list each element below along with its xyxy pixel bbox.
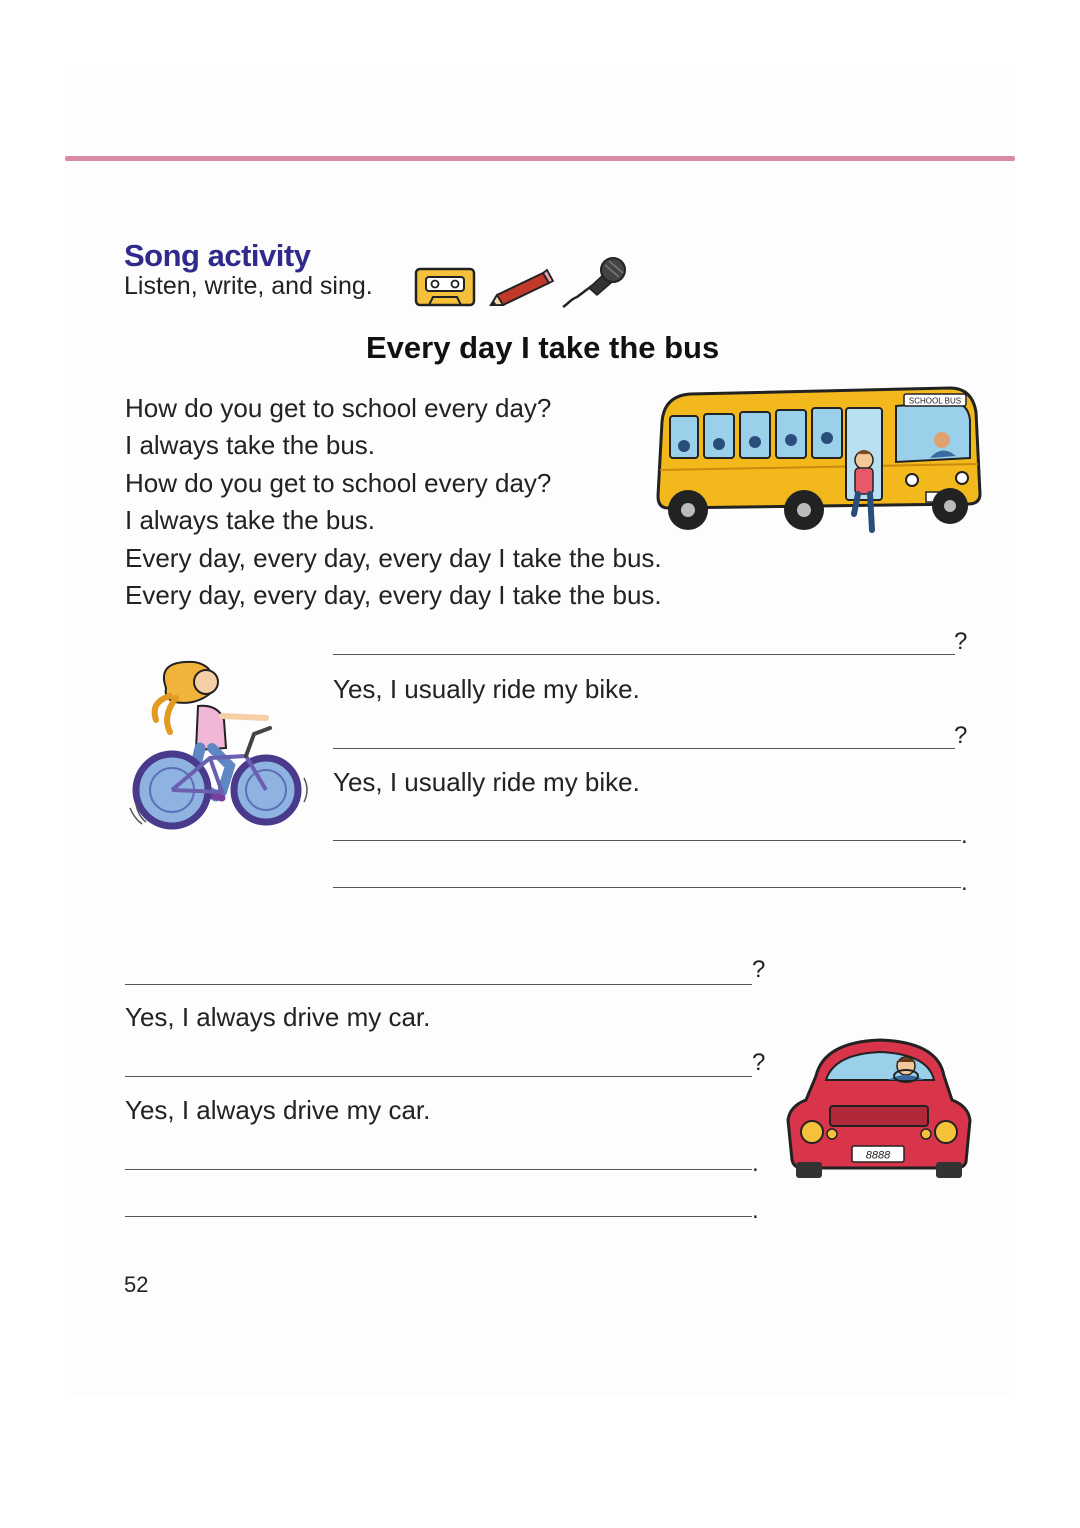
bike-answer-2: Yes, I usually ride my bike. xyxy=(333,767,640,797)
header-rule xyxy=(65,156,1015,161)
lyric-line: How do you get to school every day? xyxy=(125,393,552,423)
car-answer-2: Yes, I always drive my car. xyxy=(125,1095,431,1125)
bike-line-4-mark: . xyxy=(961,869,968,896)
bike-writing-line-2[interactable] xyxy=(333,748,955,749)
car-line-2-mark: ? xyxy=(752,1049,766,1076)
instruction-icons xyxy=(413,255,633,311)
cassette-icon xyxy=(416,269,474,305)
bike-writing-line-3[interactable] xyxy=(333,840,961,841)
car-line-1-mark: ? xyxy=(752,956,766,983)
lyric-line: How do you get to school every day? xyxy=(125,467,552,498)
lyric-line: Every day, every day, every day I take the bus. xyxy=(125,542,662,573)
section-title: Song activity xyxy=(124,238,311,273)
car-writing-line-4[interactable] xyxy=(125,1216,752,1217)
school-bus-illustration xyxy=(650,382,982,534)
bike-line-3-mark: . xyxy=(961,822,968,849)
car-writing-line-3[interactable] xyxy=(125,1169,752,1170)
song-title: Every day I take the bus xyxy=(366,330,720,365)
car-plate-text: 8888 xyxy=(865,1149,891,1162)
lyric-line: I always take the bus. xyxy=(125,430,376,461)
car-answer-1: Yes, I always drive my car. xyxy=(125,1002,431,1032)
page-number: 52 xyxy=(124,1272,149,1297)
bus-sign-text: SCHOOL BUS xyxy=(908,396,962,406)
bike-writing-line-1[interactable] xyxy=(333,654,955,655)
car-line-3-mark: . xyxy=(752,1150,759,1177)
car-line-4-mark: . xyxy=(752,1197,759,1224)
lyric-line: I always take the bus. xyxy=(125,505,376,536)
girl-on-bike-illustration xyxy=(126,658,314,836)
car-writing-line-1[interactable] xyxy=(125,984,752,985)
red-car-illustration xyxy=(786,1036,972,1182)
bike-line-1-mark: ? xyxy=(954,628,968,655)
pencil-icon xyxy=(491,270,553,305)
bike-writing-line-4[interactable] xyxy=(333,887,961,888)
bike-answer-1: Yes, I usually ride my bike. xyxy=(333,674,640,704)
lyric-line: Every day, every day, every day I take the bus. xyxy=(125,580,662,611)
song-lyrics xyxy=(125,390,662,614)
bike-line-2-mark: ? xyxy=(954,722,968,749)
child-boarding-bus xyxy=(854,450,873,530)
instructions-text: Listen, write, and sing. xyxy=(124,272,373,300)
car-writing-line-2[interactable] xyxy=(125,1076,752,1077)
microphone-icon xyxy=(563,258,625,307)
